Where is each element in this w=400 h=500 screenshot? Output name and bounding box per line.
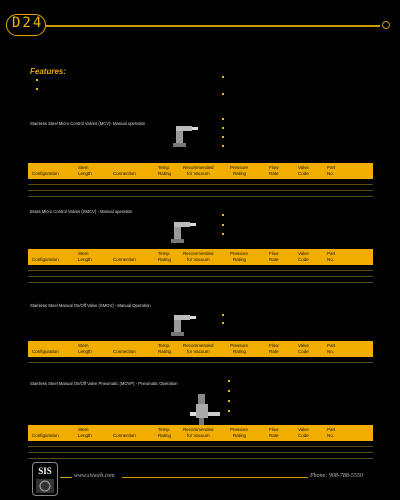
table-row (28, 362, 373, 363)
section-title: Stainless Steel Manual On/Off Valve Pneumatic (MOVP) - Pneumatic Operation (30, 381, 178, 386)
col-rate: Rate (269, 349, 279, 354)
table-row (28, 184, 373, 185)
col-flow: Flow (269, 427, 279, 432)
table-row (28, 196, 373, 197)
col-pressure-rating: Rating (233, 349, 247, 354)
col-flow: Flow (269, 343, 279, 348)
footer-rule (122, 477, 308, 478)
col-connection: Connection (113, 257, 136, 262)
feature-bullet (222, 136, 224, 138)
valve-illustration (190, 394, 220, 428)
col-configuration: Configuration (32, 433, 59, 438)
feature-bullet (222, 93, 224, 95)
col-pressure: Pressure (230, 251, 249, 256)
col-valve: Valve (298, 165, 309, 170)
feature-bullet (228, 380, 230, 382)
col-rating: Rating (158, 171, 172, 176)
feature-bullet (36, 79, 38, 81)
spec-table-header (28, 341, 373, 357)
table-row (28, 276, 373, 277)
col-code: Code (298, 171, 309, 176)
col-recommended: Recommended (183, 343, 214, 348)
page-header (6, 14, 390, 36)
col-temp: Temp. (158, 251, 171, 256)
col-rate: Rate (269, 257, 279, 262)
col-temp: Temp. (158, 427, 171, 432)
col-rating: Rating (158, 349, 172, 354)
footer-rule (60, 477, 72, 478)
logo-text: SIS (38, 466, 52, 476)
feature-bullet (222, 76, 224, 78)
col-no: No. (327, 171, 335, 176)
table-row (28, 446, 373, 447)
feature-bullet (222, 118, 224, 120)
table-row (28, 458, 373, 459)
col-recommended: Recommended (183, 427, 214, 432)
col-for-vacuum: for Vacuum (187, 349, 210, 354)
col-valve: Valve (298, 343, 309, 348)
company-logo (32, 462, 58, 496)
col-length: Length (78, 433, 92, 438)
col-configuration: Configuration (32, 257, 59, 262)
page-code: D24 (12, 15, 44, 31)
col-pressure: Pressure (230, 165, 249, 170)
col-configuration: Configuration (32, 349, 59, 354)
header-rule-end (382, 21, 390, 29)
col-pressure-rating: Rating (233, 257, 247, 262)
col-pressure-rating: Rating (233, 171, 247, 176)
col-configuration: Configuration (32, 171, 59, 176)
col-temp: Temp. (158, 343, 171, 348)
col-temp: Temp. (158, 165, 171, 170)
col-for-vacuum: for Vacuum (187, 171, 210, 176)
col-for-vacuum: for Vacuum (187, 257, 210, 262)
col-connection: Connection (113, 433, 136, 438)
col-rating: Rating (158, 433, 172, 438)
col-for-vacuum: for Vacuum (187, 433, 210, 438)
valve-illustration (170, 123, 198, 149)
col-flow: Flow (269, 251, 279, 256)
features-title: Features: (30, 67, 67, 76)
col-connection: Connection (113, 171, 136, 176)
col-part: Part (327, 427, 336, 432)
col-part: Part (327, 165, 336, 170)
col-pressure: Pressure (230, 343, 249, 348)
section-title: Stainless Steel Micro Control Valves (MCV)- Manual operation (30, 121, 146, 126)
valve-illustration (168, 312, 196, 338)
col-no: No. (327, 433, 335, 438)
col-valve: Valve (298, 427, 309, 432)
table-row (28, 452, 373, 453)
feature-bullet (228, 400, 230, 402)
col-code: Code (298, 433, 309, 438)
header-rule (46, 25, 380, 27)
feature-bullet (222, 214, 224, 216)
feature-bullet (36, 88, 38, 90)
spec-table-header (28, 249, 373, 265)
col-stem: Stem (78, 343, 89, 348)
table-row (28, 282, 373, 283)
section-title: Brass Micro Control Valves (SMCV) - Manual operation (30, 209, 133, 214)
col-pressure: Pressure (230, 427, 249, 432)
col-length: Length (78, 257, 92, 262)
col-part: Part (327, 343, 336, 348)
col-pressure-rating: Rating (233, 433, 247, 438)
footer-url[interactable]: www.sisweb.com (74, 473, 115, 479)
col-rating: Rating (158, 257, 172, 262)
col-recommended: Recommended (183, 251, 214, 256)
col-part: Part (327, 251, 336, 256)
feature-bullet (222, 224, 224, 226)
col-connection: Connection (113, 349, 136, 354)
feature-bullet (222, 322, 224, 324)
col-no: No. (327, 257, 335, 262)
feature-bullet (222, 127, 224, 129)
col-stem: Stem (78, 251, 89, 256)
col-rate: Rate (269, 171, 279, 176)
table-row (28, 270, 373, 271)
col-length: Length (78, 349, 92, 354)
feature-bullet (228, 390, 230, 392)
valve-illustration (168, 219, 196, 245)
col-code: Code (298, 349, 309, 354)
col-code: Code (298, 257, 309, 262)
col-stem: Stem (78, 165, 89, 170)
col-flow: Flow (269, 165, 279, 170)
feature-bullet (228, 410, 230, 412)
feature-bullet (222, 145, 224, 147)
logo-emblem-icon (36, 479, 54, 493)
spec-table-header (28, 425, 373, 441)
col-valve: Valve (298, 251, 309, 256)
feature-bullet (222, 314, 224, 316)
section-title: Stainless Steel Manual On/Off Valve (SMOV) - Manual Operation (30, 303, 151, 308)
feature-bullet (222, 233, 224, 235)
footer-phone: Phone: 908-788-5550 (310, 473, 363, 479)
col-stem: Stem (78, 427, 89, 432)
col-length: Length (78, 171, 92, 176)
col-rate: Rate (269, 433, 279, 438)
spec-table-header (28, 163, 373, 179)
table-row (28, 190, 373, 191)
col-no: No. (327, 349, 335, 354)
col-recommended: Recommended (183, 165, 214, 170)
